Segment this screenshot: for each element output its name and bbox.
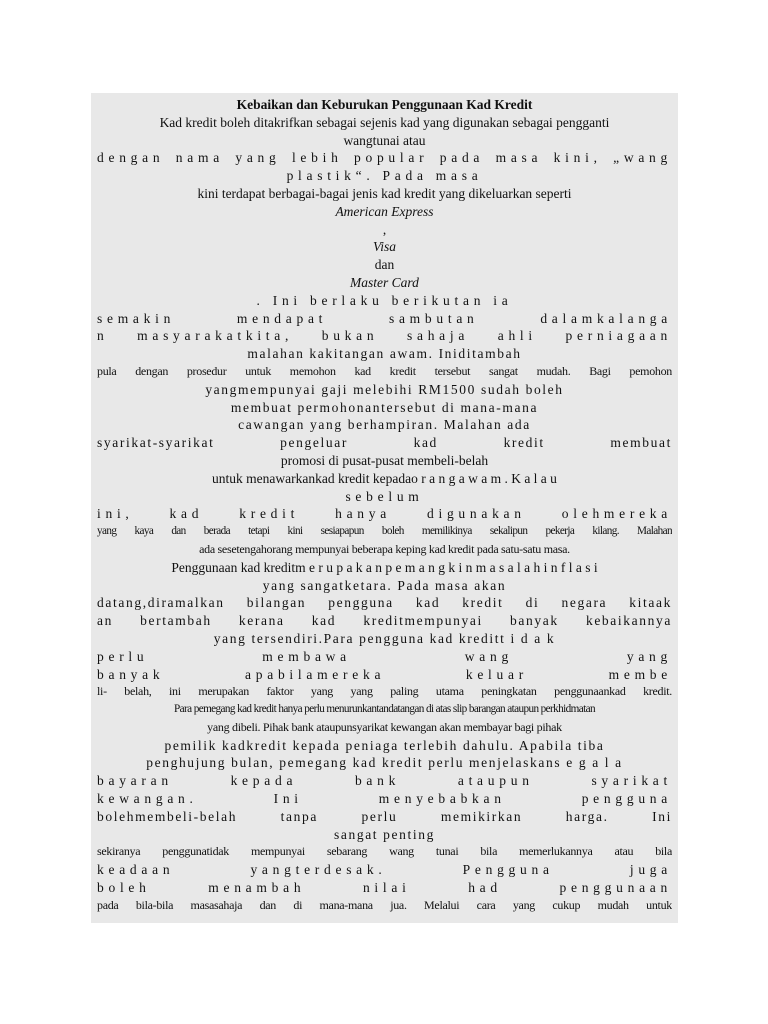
text-line: sebelum	[345, 488, 424, 504]
text-line: semakin mendapat sambutan dalamkalanga	[97, 310, 672, 326]
text-line: untuk menawarkankad kredit kepadao r a n g a w a m . K a l a u	[212, 470, 557, 486]
text-line: malahan kakitangan awam. Iniditambah	[247, 346, 522, 362]
text-line: ,	[382, 221, 387, 237]
text-line: syarikat-syarikat pengeluar kad kredit membuat	[97, 435, 672, 451]
text-line: kewangan. Ini menyebabkan pengguna	[97, 791, 672, 807]
text-line: an bertambah kerana kad kreditmempunyai banyak kebaikannya	[97, 613, 672, 629]
text-line: yang dibeli. Pihak bank ataupunsyarikat kewangan akan membayar bagi pihak	[207, 719, 562, 734]
text-line: pula dengan prosedur untuk memohon kad kredit tersebut sangat mudah. Bagi pemohon	[97, 363, 672, 378]
text-line: yangmempunyai gaji melebihi RM1500 sudah boleh	[205, 381, 564, 397]
text-line: penghujung bulan, pemegang kad kredit perlu menjelaskans e g a l a	[146, 755, 623, 771]
text-line: Para pemegang kad kredit hanya perlu menurunkantandatangan di atas slip barangan ataupun perkhidmatan	[174, 703, 595, 716]
text-line: banyak apabilamereka keluar membe	[97, 666, 672, 682]
text-line: ada sesetengahorang mempunyai beberapa keping kad kredit pada satu-satu masa.	[199, 541, 570, 556]
text-line: datang,diramalkan bilangan pengguna kad kredit di negara kitaak	[97, 595, 672, 611]
text-line: promosi di pusat-pusat membeli-belah	[280, 452, 489, 468]
text-line: membuat permohonantersebut di mana-mana	[230, 399, 539, 415]
text-line: Penggunaan kad kreditm e r u p a k a n p e m a n g k i n m a s a l a h i n f l a s i	[171, 559, 598, 575]
text-line: keadaan yangterdesak. Pengguna juga	[97, 862, 672, 878]
text-line: . Ini berlaku berikutan ia	[256, 292, 513, 308]
text-line: bayaran kepada bank ataupun syarikat	[97, 773, 672, 789]
text-line: plastik“. Pada masa	[286, 168, 483, 184]
document-title: Kebaikan dan Keburukan Penggunaan Kad Kredit	[236, 97, 533, 112]
text-line: kini terdapat berbagai-bagai jenis kad kredit yang dikeluarkan seperti	[197, 185, 572, 201]
text-line: dan	[374, 257, 395, 273]
text-line: yang sangatketara. Pada masa akan	[262, 577, 507, 593]
text-line: pada bila-bila masasahaja dan di mana-mana jua. Melalui cara yang cukup mudah untuk	[97, 897, 672, 912]
text-line: bolehmembeli-belah tanpa perlu memikirkan harga. Ini	[97, 808, 672, 824]
text-line: dengan nama yang lebih popular pada masa kini, „wang	[97, 150, 672, 166]
text-line: Master Card	[350, 274, 419, 290]
text-line: Visa	[373, 239, 396, 255]
text-line: cawangan yang berhampiran. Malahan ada	[238, 417, 531, 433]
text-line: pemilik kadkredit kepada peniaga terlebih dahulu. Apabila tiba	[164, 737, 605, 753]
document-page	[91, 93, 678, 923]
text-line: n masyarakatkita, bukan sahaja ahli perniagaan	[97, 328, 672, 344]
text-line: li- belah, ini merupakan faktor yang yang paling utama peningkatan penggunaankad kredit.	[97, 684, 672, 699]
text-line: sekiranya penggunatidak mempunyai sebarang wang tunai bila memerlukannya atau bila	[97, 844, 672, 859]
document-body	[97, 96, 672, 915]
text-line: yang tersendiri.Para pengguna kad kreditt i d a k	[213, 630, 556, 646]
text-line: sangat penting	[333, 826, 436, 842]
text-line: wangtunai atau	[343, 132, 426, 148]
text-line: yang kaya dan berada tetapi kini sesiapapun boleh memilikinya sekalipun pekerja kilang. Malahan	[97, 525, 672, 538]
text-line: ini, kad kredit hanya digunakan olehmereka	[97, 506, 672, 522]
text-line: boleh menambah nilai had penggunaan	[97, 880, 672, 896]
text-line: Kad kredit boleh ditakrifkan sebagai sejenis kad yang digunakan sebagai pengganti	[159, 114, 610, 130]
text-line: perlu membawa wang yang	[97, 648, 672, 664]
text-line: American Express	[335, 203, 434, 219]
